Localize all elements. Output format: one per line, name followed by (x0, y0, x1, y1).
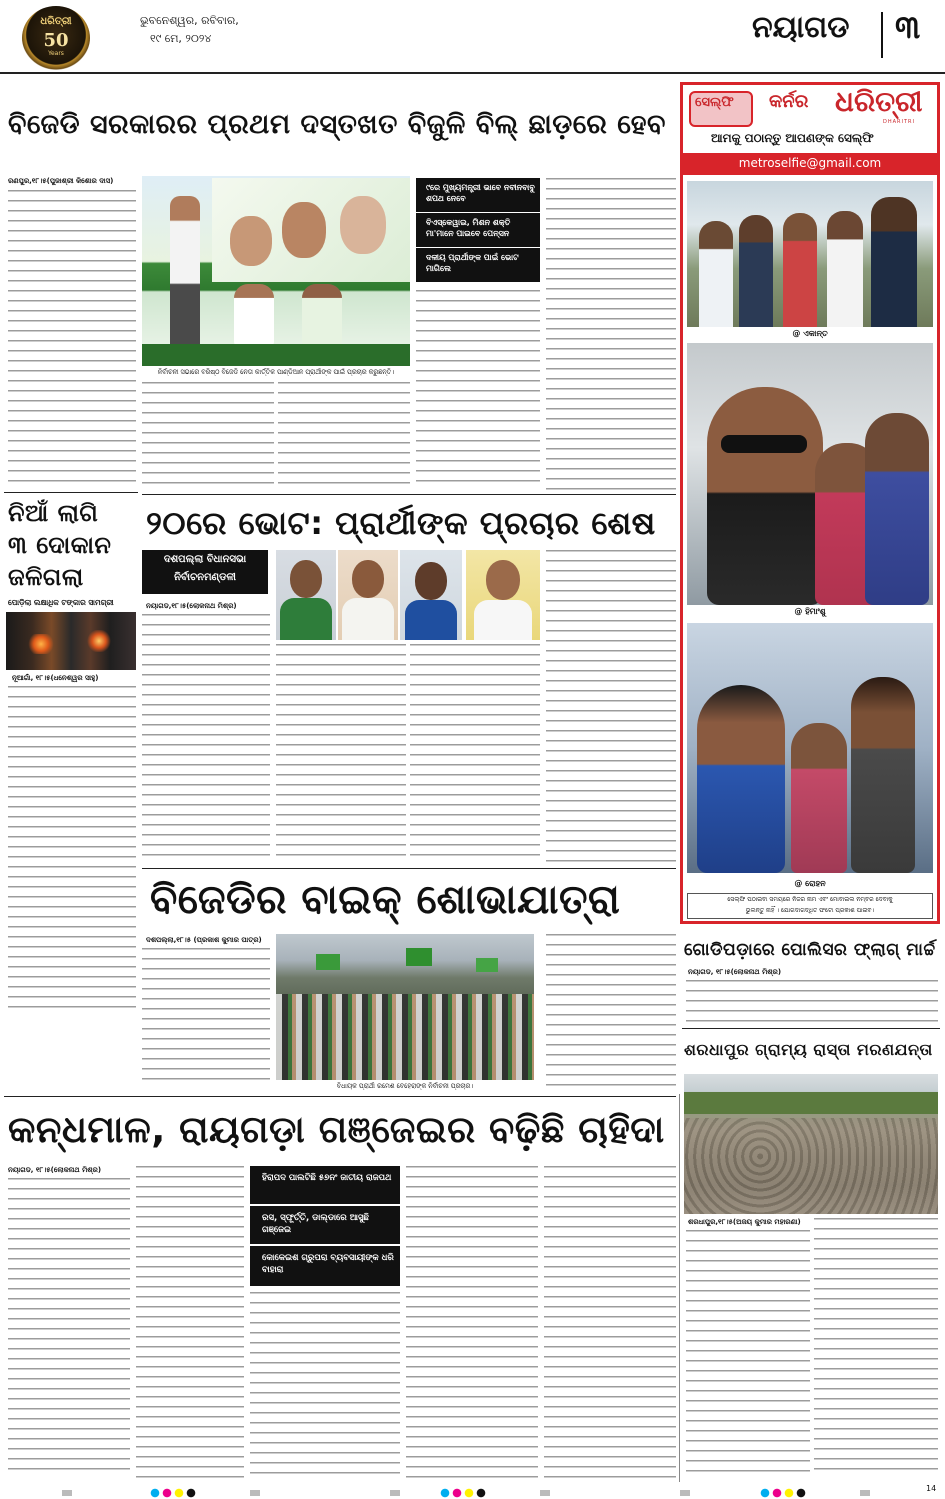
person-main (707, 387, 823, 605)
selfie-footer-line2: ଭୁଲନ୍ତୁ ନାହିଁ । ଯୋଗଦାଗଦ୍ଧିତ ଫଟୋ ପ୍ରକାଶ ପାଇବ। (745, 907, 875, 914)
footer-bar (0, 1484, 945, 1499)
sunglasses (721, 435, 807, 453)
masthead-divider (881, 12, 883, 58)
date-line-1: ଭୁବନେଶ୍ୱର, ରବିବାର, (140, 14, 239, 27)
story1-body-under-photo-a (142, 382, 274, 490)
story2-byline: ନୂଆଗାଁ, ୧୮।୫(ଧନେଶ୍ୱର ସାହୁ) (12, 674, 99, 682)
selfie-title-brand: ଧରିତ୍ରୀ (835, 85, 923, 118)
story7-top-rule (682, 1028, 940, 1029)
person (739, 215, 773, 327)
story3-body-col2 (276, 644, 406, 864)
roadside-trees (684, 1092, 938, 1114)
cmyk-dots (440, 1488, 490, 1498)
seated-figure-2 (302, 284, 342, 346)
story7-body-col1 (686, 1230, 810, 1478)
story1-headline: ବିଜେଡି ସରକାରର ପ୍ରଥମ ଦସ୍ତଖତ ବିଜୁଳି ବିଲ୍ ଛାଡ଼ରେ ହେବ (8, 109, 666, 140)
candidate-photo-4 (466, 550, 540, 640)
logo-word: ଧରିତ୍ରୀ (40, 16, 72, 27)
registration-mark (62, 1490, 72, 1496)
story1-photo (142, 176, 410, 366)
flag-1 (316, 954, 340, 970)
face (486, 560, 520, 600)
registration-mark (540, 1490, 550, 1496)
story4-byline: ଦଶପଲ୍ଲା,୧୮।୫ (ପ୍ରକାଶ କୁମାର ପାତ୍ର) (146, 936, 262, 944)
story2-body (8, 686, 136, 1010)
page-number: ୩ (895, 8, 921, 46)
fire-glow-2 (86, 630, 112, 652)
section-name: ନୟାଗଡ (752, 10, 850, 45)
masthead (0, 0, 945, 72)
story2-fire-photo (6, 612, 136, 670)
story3-headline: ୨୦ରେ ଭୋଟ: ପ୍ରାର୍ଥୀଙ୍କ ପ୍ରଚାର ଶେଷ (146, 504, 656, 542)
selfie-email-bar (683, 153, 937, 175)
story7-road-photo (684, 1074, 938, 1214)
person-woman (791, 723, 847, 873)
story5-body-col1 (8, 1178, 130, 1478)
face (290, 560, 322, 598)
selfie-brand-small: DHARITRI (883, 119, 915, 125)
story3-kicker (142, 550, 268, 594)
registration-mark (390, 1490, 400, 1496)
story4-body-col1 (142, 948, 270, 1088)
candidate-photo-1 (276, 550, 336, 640)
flag-3 (476, 958, 498, 972)
story4-rally-photo (276, 934, 534, 1080)
story7-body-col2 (814, 1218, 938, 1478)
face (415, 562, 447, 600)
story5-highlight-3: କୋକେଇଶ ଗ୍ରୁପରା ବ୍ୟବସାୟୀଙ୍କ ଧରି ବାହାରା (250, 1246, 400, 1286)
story2-headline-line1: ନିଆଁ ଲାଗି (8, 499, 99, 527)
story6-headline: ଗୋଡିପଡ଼ାରେ ପୋଲିସର ଫ୍ଲାଗ୍ ମାର୍ଚ୍ଚ (684, 940, 936, 960)
selfie-photo-1 (687, 181, 933, 327)
selfie-credit-3: @ ରୋହନ (794, 879, 826, 888)
person (699, 221, 733, 327)
shirt (280, 598, 332, 640)
flag-2 (406, 948, 432, 966)
candidate-photo-2 (338, 550, 398, 640)
fire-glow (26, 634, 56, 654)
story2-headline-line2: ୩ ଦୋକାନ (8, 531, 112, 559)
selfie-email[interactable]: metroselfie@gmail.com (738, 156, 882, 170)
cmyk-dots (150, 1488, 200, 1498)
selfie-title-middle: କର୍ନର (769, 91, 809, 112)
person-boy (851, 677, 915, 873)
story6-byline: ନୟାଗଡ, ୧୮।୫(ଲୋକନାଥ ମିଶ୍ର) (688, 968, 782, 976)
story5-headline: କନ୍ଧମାଳ, ରାୟଗଡ଼ା ଗଞ୍ଜେଇର ବଢ଼ିଛି ଚାହିଦା (8, 1108, 665, 1151)
story1-body-col1 (8, 190, 136, 482)
story3-body-col1 (142, 614, 270, 864)
story1-body-col3 (416, 290, 540, 490)
story4-photo-caption: ବିଧାୟକ ପ୍ରାର୍ଥୀ ରମେଶ ବେହେରାଙ୍କ ନିର୍ବାଚନୀ ପ୍ରଚାର। (276, 1080, 534, 1092)
story4-headline: ବିଜେଡିର ବାଇକ୍ ଶୋଭାଯାତ୍ରା (150, 877, 621, 923)
seated-figure-1 (234, 284, 274, 346)
selfie-photo-2 (687, 343, 933, 605)
highlight-3: ଦଳୀୟ ପ୍ରାର୍ଥୀଙ୍କ ପାଇଁ ଭୋଟ ମାଗିଲେ (416, 248, 540, 282)
page-marker: 14 (926, 1484, 937, 1493)
story5-body-col4 (406, 1166, 538, 1478)
registration-mark (680, 1490, 690, 1496)
registration-mark (250, 1490, 260, 1496)
selfie-credit-2: @ ହିମାଂଶୁ (794, 607, 826, 616)
story5-highlight-1: ହିରାପଦ ପାଲଟିଛି ୫୭ନଂ ଜାତୀୟ ରାଜପଥ (250, 1166, 400, 1204)
story5-body-col2 (136, 1166, 244, 1478)
story2-headline-line3: ଜଳିଗଲା (8, 563, 84, 591)
selfie-footer-note (687, 893, 933, 919)
story3-kicker-line1: ଦଶପଲ୍ଲା ବିଧାନସଭା (163, 554, 247, 565)
person (871, 197, 917, 327)
portrait-face-3 (340, 196, 386, 254)
story1-photo-caption: ନିର୍ବାଚନୀ ସଭାରେ ବରିଷ୍ଠ ବିଜେଡି ନେତା କାର୍ତ୍ତିକ ପାଣ୍ଡିଆନ ପ୍ରାର୍ଥୀଙ୍କ ପାଇଁ ପ୍ରଚାର କରୁଛନ୍ତି। (142, 366, 410, 378)
story3-body-col3 (410, 644, 540, 864)
shirt (342, 598, 394, 640)
shirt (474, 600, 532, 640)
story4-body-col4 (546, 934, 676, 1090)
speaker-figure (170, 196, 200, 346)
logo-years-number: 50 (43, 30, 69, 51)
story3-top-rule (142, 494, 676, 495)
person (827, 211, 863, 327)
portrait-face-2 (282, 202, 326, 258)
person-girl (697, 685, 785, 873)
date-line-2: ୧୯ ମେ, ୨୦୨୪ (150, 32, 212, 45)
story1-body-under-photo-b (278, 382, 410, 490)
candidate-photo-3 (400, 550, 462, 640)
story6-body (686, 980, 938, 1026)
cmyk-dots (760, 1488, 810, 1498)
selfie-footer-line1: ସେଲ୍ଫି ପଠାଇବା ସମୟରେ ନିଜର ନାମ ଏବଂ ମୋବାଇଲ ନମ୍ବର ଦେବାକୁ (727, 896, 893, 903)
face (352, 560, 384, 598)
story1-highlights (416, 178, 540, 282)
story5-highlight-2: ରସ, ସ୍ଫୂର୍ତ୍ତି, ଡାଲ୍‌ଡାରେ ଆସୁଛି ଗଞ୍ଜେଇ (250, 1206, 400, 1244)
selfie-photo-3 (687, 623, 933, 873)
portrait-face-1 (230, 216, 272, 266)
story3-byline: ନୟାଗଡ,୧୮।୫(ଲୋକନାଥ ମିଶ୍ର) (146, 602, 237, 610)
logo-emblem (22, 6, 90, 70)
story5-top-rule (4, 1096, 676, 1097)
highlight-1: ୯ରେ ମୁଖ୍ୟମନ୍ତ୍ରୀ ଭାବେ ନବୀନବାବୁ ଶପଥ ନେବେ (416, 178, 540, 212)
story2-subhead: ପୋଡ଼ିଲା ଲକ୍ଷାଧିକ ଟଙ୍କାର ସାମଗ୍ରୀ (8, 598, 114, 607)
crowd (276, 994, 534, 1080)
story7-byline: ଶରଧାପୁର,୧୮।୫(ଅଜୟ କୁମାର ମହାରଣା) (688, 1218, 801, 1226)
road-texture (684, 1118, 938, 1214)
story3-kicker-line2: ନିର୍ବାଚନମଣ୍ଡଳୀ (174, 572, 236, 583)
story5-body-col3 (250, 1292, 400, 1478)
selfie-title-prefix: ସେଲ୍ଫି (695, 95, 734, 110)
logo-years-label: Years (48, 50, 64, 57)
highlight-2: ବିଏସ୍‌କେୱାଇ, ମିଶନ ଶକ୍ତି ମା'ମାନେ ପାଇବେ ପେନ୍‌ସନ (416, 213, 540, 247)
story1-body-col4 (546, 178, 676, 490)
person-man-2 (865, 413, 929, 605)
selfie-tagline: ଆମକୁ ପଠାନ୍ତୁ ଆପଣଙ୍କ ସେଲ୍ଫି (711, 131, 874, 145)
masthead-rule (0, 72, 945, 74)
stage-floor (142, 344, 410, 366)
story7-headline: ଶରଧାପୁର ଗ୍ରାମ୍ୟ ରାସ୍ତା ମରଣଯନ୍ତା (684, 1040, 933, 1059)
column-divider (679, 1094, 680, 1482)
selfie-credit-1: @ ଏକାନ୍ତ (792, 329, 828, 338)
shirt (405, 600, 457, 640)
story3-body-col4 (546, 550, 676, 864)
selfie-corner (680, 82, 940, 924)
story5-highlights (250, 1166, 400, 1286)
story2-top-rule (4, 492, 138, 493)
story1-byline: ରଣପୁର,୧୮।୫(ପୁଜାଶ୍ରୀ କିଶୋର ଦାସ) (8, 177, 114, 185)
story4-top-rule (142, 868, 676, 869)
story5-body-col5 (544, 1166, 676, 1478)
person (783, 213, 817, 327)
story5-byline: ନୟାଗଡ, ୧୮।୫(ଲୋକନାଥ ମିଶ୍ର) (8, 1166, 102, 1174)
registration-mark (860, 1490, 870, 1496)
